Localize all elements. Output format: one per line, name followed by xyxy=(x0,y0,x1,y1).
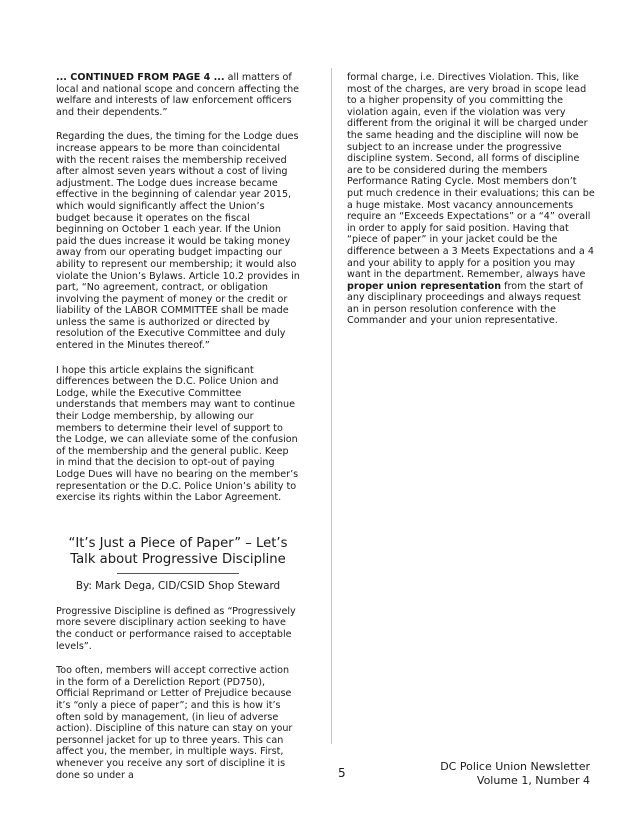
continued-paragraph xyxy=(56,72,300,118)
article-byline: By: Mark Dega, CID/CSID Shop Steward xyxy=(75,579,281,592)
title-underline xyxy=(117,573,239,574)
formal-charge-text: formal charge, i.e. Directives Violation. This, like most of the charges, are very broad in scope lead to a higher propensity of you committing the violation again, even if the violation was very different from the original it will be charged under the same heading and the discipline will now be subject to an increase under the progressive discipline system. Second, all forms of discipline are to be considered during the members Performance Rating Cycle. Most members don’t put much credence in their evaluations; this can be a huge mistake. Most vacancy announcements require an “Exceeds Expectations” or a “4” overall in order to apply for said position. Having that “piece of paper” in your jacket could be the difference between a 3 Meets Expectations and a 4 and your ability to apply for a position you may want in the department. Remember, always have xyxy=(347,72,595,281)
column-divider xyxy=(331,68,332,744)
explanation-paragraph: I hope this article explains the significant differences between the D.C. Police Union and Lodge, while the Executive Committee understands that members may want to continue their Lodge membership, by allowing our members to determine their level of support to the Lodge, we can alleviate some of the confusion of the membership and the general public. Keep in mind that the decision to opt-out of paying Lodge Dues will have no bearing on the member’s representation or the D.C. Police Union’s ability to exercise its rights within the Labor Agreement. xyxy=(56,364,299,504)
page-number: 5 xyxy=(338,766,346,780)
newsletter-name: DC Police Union Newsletter xyxy=(440,760,590,773)
article-title: “It’s Just a Piece of Paper” – Let’s Talk about Progressive Discipline xyxy=(68,535,288,568)
right-column xyxy=(347,72,595,340)
newsletter-volume: Volume 1, Number 4 xyxy=(476,774,590,787)
formal-charge-closing: from the start of any disciplinary proceedings and always request an in person resolution conference with the Commander and your union representative. xyxy=(347,280,583,327)
left-column xyxy=(56,72,300,794)
union-representation-emphasis: proper union representation xyxy=(347,280,502,292)
formal-charge-paragraph xyxy=(347,72,595,327)
dues-paragraph: Regarding the dues, the timing for the Lodge dues increase appears to be more than coincidental with the recent raises the membership received after almost seven years without a cost of living adjustment. The Lodge dues increase became effective in the beginning of calendar year 2015, which would significantly affect the Union’s budget because it operates on the fiscal beginning on October 1 each year. If the Union paid the dues increase it would be taking money away from our operating budget impacting our ability to represent our membership; it would also violate the Union’s Bylaws. Article 10.2 provides in part, “No agreement, contract, or obligation involving the payment of money or the credit or liability of the LABOR COMMITTEE shall be made unless the same is authorized or directed by resolution of the Executive Committee and duly entered in the Minutes thereof.” xyxy=(56,131,300,352)
corrective-action-paragraph: Too often, members will accept corrective action in the form of a Dereliction Report (PD750), Official Reprimand or Letter of Prejudice because it’s “only a piece of paper”; and this is how it’s often sold by management, (in lieu of adverse action). Discipline of this nature can stay on your personnel jacket for up to three years. This can affect you, the member, in multiple ways. First, whenever you receive any sort of discipline it is done so under a xyxy=(56,665,293,781)
continued-lead: ... CONTINUED FROM PAGE 4 ... xyxy=(56,72,225,83)
article-heading xyxy=(56,536,300,574)
definition-paragraph: Progressive Discipline is defined as “Progressively more severe disciplinary action seeking to have the conduct or performance raised to acceptable levels”. xyxy=(56,605,296,652)
newsletter-footer xyxy=(440,760,590,788)
continued-text: all matters of local and national scope and concern affecting the welfare and interests of law enforcement officers and their dependents.” xyxy=(56,72,300,118)
